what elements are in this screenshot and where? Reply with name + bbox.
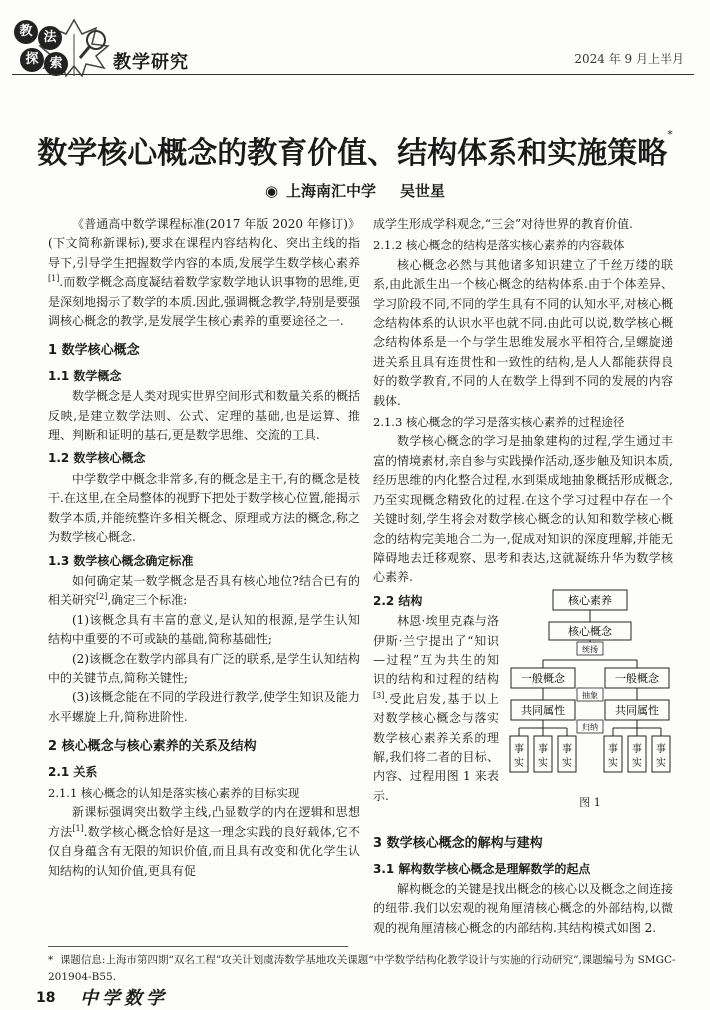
logo-char: 教 <box>14 20 38 44</box>
subsection-heading: 1.1 数学概念 <box>48 368 122 383</box>
bullet-icon: ◉ <box>264 182 279 200</box>
concept-structure-diagram <box>505 588 675 788</box>
fact-boxes <box>510 728 670 772</box>
section-heading: 3 数学核心概念的解构与建构 <box>373 836 543 852</box>
fact-label-2: 实 <box>562 758 572 770</box>
subsection-heading: 2.2 结构 <box>373 593 423 608</box>
footnote-mark: * <box>48 954 54 966</box>
page-header <box>0 0 710 90</box>
body-paragraph: 数学核心概念的学习是抽象建构的过程,学生通过丰富的情境素材,亲自参与实践操作活动,逐步触及知识本质,经历思维的内化整合过程,水到渠成地抽象概括形成概念,乃至实现概念精致化的过程.在这个学习过程中存在一个关键时刻,学生将会对数学核心概念的认知和数学核心概念的结构完美地合二为一,促成对知识的深度理解,并能无障碍地去迁移观察、思考和表达,这就凝练升华为数学核心素养. <box>373 434 673 585</box>
author-line <box>0 180 710 201</box>
footnote <box>48 952 678 986</box>
article-title-text: 数学核心概念的教育价值、结构体系和实施策略 <box>37 136 668 171</box>
logo-char: 法 <box>38 26 62 50</box>
subsection-heading: 2.1 关系 <box>48 764 98 779</box>
intro-paragraph: 《普通高中数学课程标准(2017 年版 2020 年修订)》(下文简称新课标),要求在课程内容结构化、突出主线的指导下,引导学生把握数学内容的本质,发展学生数学核心素养[1].而数学概念高度凝结着数学家数学地认识事物的思维,更是深刻地揭示了数学的本质.因此,强调概念教学,特别是要强调核心概念的教学,是发展学生核心素养的重要途径之一. <box>48 217 360 329</box>
body-paragraph: 成学生形成学科观念,“三会”对待世界的教育价值. <box>373 217 633 231</box>
section-name: 教学研究 <box>113 52 189 73</box>
structure-text <box>373 612 499 806</box>
box-general-right-label: 一般概念 <box>615 672 659 686</box>
criterion-item: (1)该概念具有丰富的意义,是认知的根源,是学生认知结构中重要的不可或缺的基础,简称基础性; <box>48 612 360 647</box>
fact-label-2: 实 <box>514 758 524 770</box>
author-school: 上海南汇中学 <box>286 182 377 200</box>
subsection-heading: 3.1 解构数学核心概念是理解数学的起点 <box>373 861 591 876</box>
fact-label-1: 事 <box>608 744 618 756</box>
label-lift: 统扬 <box>582 645 598 655</box>
subsubsection-heading: 2.1.1 核心概念的认知是落实核心素养的目标实现 <box>48 785 300 800</box>
subsection-heading: 1.2 数学核心概念 <box>48 451 146 466</box>
box-general-left-label: 一般概念 <box>521 672 565 686</box>
footnote-text: 课题信息:上海市第四期“双名工程”攻关计划虞涛数学基地攻关课题“中学数学结构化教学设计与实施的行动研究”,课题编号为 SMGC-201904-B55. <box>48 954 676 983</box>
fact-label-2: 实 <box>538 758 548 770</box>
right-column <box>373 215 673 938</box>
fact-label-1: 事 <box>514 744 524 756</box>
title-footnote-mark: * <box>667 128 673 141</box>
section-heading: 1 数学核心概念 <box>48 343 140 359</box>
label-abstract: 抽象 <box>582 691 598 701</box>
figure-caption: 图 1 <box>579 795 601 809</box>
issue-date: 2024 年 9 月上半月 <box>574 52 684 66</box>
citation: [1] <box>72 823 84 833</box>
figure-1 <box>505 588 675 810</box>
logo-char: 索 <box>44 52 68 76</box>
citation: [1] <box>48 274 60 284</box>
body-paragraph: 如何确定某一数学概念是否具有核心地位?结合已有的相关研究[2],确定三个标准: <box>48 573 360 608</box>
author-name: 吴世星 <box>400 182 446 200</box>
fact-label-2: 实 <box>608 758 618 770</box>
body-paragraph: 新课标强调突出数学主线,凸显数学的内在逻辑和思想方法[1].数学核心概念恰好是这一理念实践的良好载体,它不仅自身蕴含有无限的知识价值,而且具有改变和优化学生认知结构的认知价值,更具有促 <box>48 805 360 878</box>
label-induce: 归纳 <box>582 723 598 733</box>
article-title <box>0 128 710 172</box>
subsection-heading: 1.3 数学核心概念确定标准 <box>48 553 194 568</box>
body-paragraph: 中学数学中概念非常多,有的概念是主干,有的概念是枝干.在这里,在全局整体的视野下把处于数学核心位置,能揭示数学本质,并能统整许多相关概念、原理或方法的概念,称之为数学核心概念. <box>48 471 360 545</box>
subsubsection-heading: 2.1.3 核心概念的学习是落实核心素养的过程途径 <box>373 415 625 430</box>
journal-name: 中学数学 <box>80 988 168 1009</box>
body-paragraph: 数学概念是人类对现实世界空间形式和数量关系的概括反映,是建立数学法则、公式、定理的基础,也是运算、推理、判断和证明的基石,更是数学思维、交流的工具. <box>48 389 361 443</box>
footnote-divider <box>48 946 348 947</box>
subsubsection-heading: 2.1.2 核心概念的结构是落实核心素养的内容载体 <box>373 238 625 253</box>
left-column <box>48 215 360 881</box>
fact-label-1: 事 <box>538 744 548 756</box>
logo-char: 探 <box>20 48 44 72</box>
body-paragraph: 解构概念的关键是找出概念的核心以及概念之间连接的纽带.我们以宏观的视角厘清核心概念的外部结构,以微观的视角厘清核心概念的内部结构.其结构模式如图 2. <box>373 881 674 935</box>
fact-label-2: 实 <box>656 758 666 770</box>
fact-label-1: 事 <box>656 744 666 756</box>
criterion-item: (2)该概念在数学内部具有广泛的联系,是学生认知结构中的关键节点,简称关键性; <box>48 651 360 685</box>
body-paragraph: 核心概念必然与其他诸多知识建立了千丝万缕的联系,由此派生出一个核心概念的结构体系.由于个体差异、学习阶段不同,不同的学生具有不同的认知水平,对核心概念结构体系的认识水平也就不同.由此可以说,数学核心概念结构体系是一个与学生思维发展水平相符合,呈螺旋递进关系且具有连贯性和一致性的结构,是人人都能获得良好的数学教育,不同的人在数学上得到不同的发展的内容载体. <box>373 257 673 408</box>
citation: [2] <box>96 592 108 602</box>
fact-label-1: 事 <box>562 744 572 756</box>
section-heading: 2 核心概念与核心素养的关系及结构 <box>48 739 257 755</box>
page-number: 18 <box>36 990 56 1006</box>
criterion-item: (3)该概念能在不同的学段进行教学,使学生知识及能力水平螺旋上升,简称进阶性. <box>48 690 360 724</box>
box-common-left-label: 共同属性 <box>521 704 565 718</box>
box-core-literacy-label: 核心素养 <box>568 594 612 608</box>
citation: [3] <box>373 690 385 700</box>
box-common-right-label: 共同属性 <box>615 704 659 718</box>
header-divider <box>12 74 694 75</box>
fact-label-1: 事 <box>632 744 642 756</box>
fact-label-2: 实 <box>632 758 642 770</box>
body-paragraph: 林恩·埃里克森与洛伊斯·兰宁提出了“知识—过程”互为共生的知识的结构和过程的结构[3].受此启发,基于以上对数学核心概念与落实数学核心素养关系的理解,我们将二者的目标、内容、过程用图 1 来表示. <box>373 614 499 803</box>
box-core-concept-label: 核心概念 <box>568 625 612 639</box>
